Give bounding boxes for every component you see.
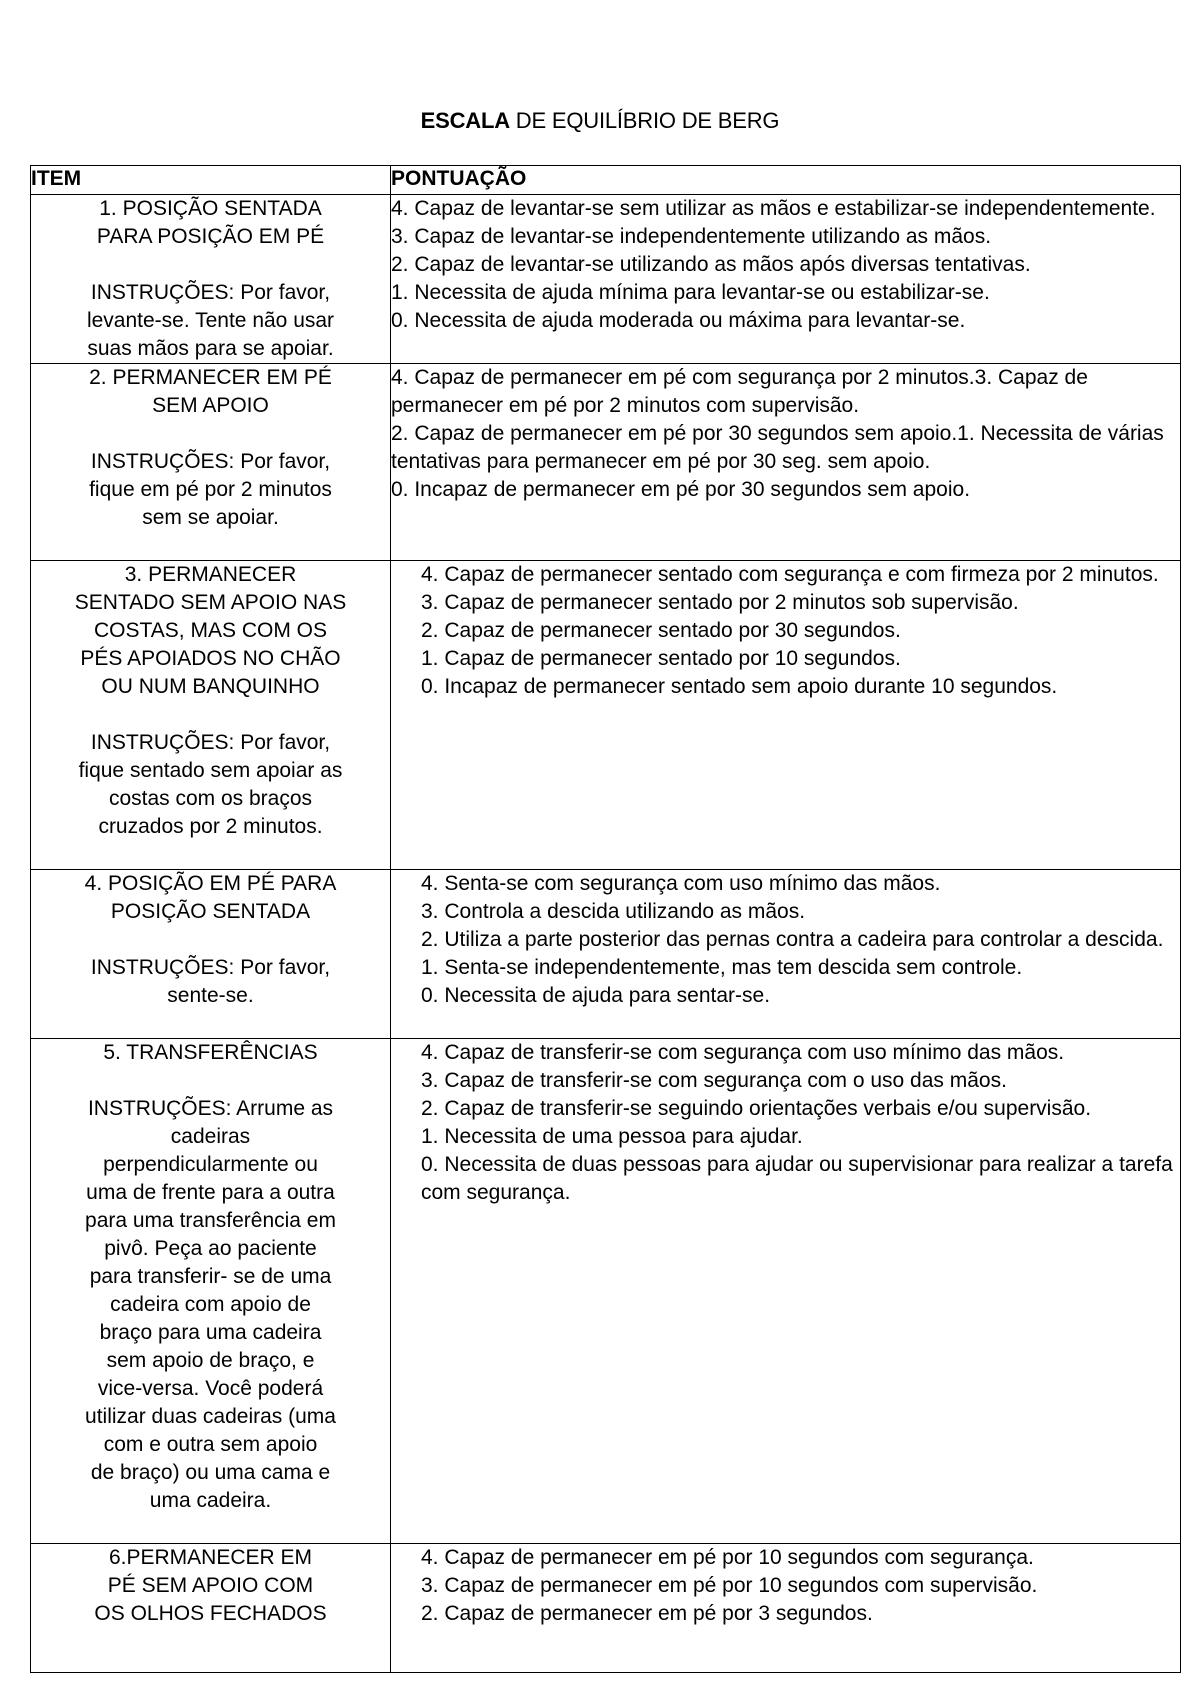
score-option: 3. Capaz de permanecer sentado por 2 minutos sob supervisão. <box>421 591 1019 614</box>
table-row <box>31 195 1181 364</box>
item-title: 5. TRANSFERÊNCIAS <box>103 1041 318 1064</box>
score-cell <box>391 364 1181 561</box>
score-option: 3. Controla a descida utilizando as mãos. <box>421 900 806 923</box>
table-row <box>31 1544 1181 1673</box>
score-option: 4. Capaz de permanecer em pé por 10 segundos com segurança. <box>421 1546 1034 1569</box>
score-option: 4. Capaz de transferir-se com segurança com uso mínimo das mãos. <box>421 1041 1065 1064</box>
item-instructions: INSTRUÇÕES: Por favor, sente-se. <box>90 956 331 1007</box>
score-option: 2. Capaz de levantar-se utilizando as mãos após diversas tentativas. <box>391 253 1031 276</box>
score-option: 0. Necessita de duas pessoas para ajudar ou supervisionar para realizar a tarefa com segurança. <box>421 1153 1173 1204</box>
score-cell <box>391 1039 1181 1544</box>
score-option: 0. Incapaz de permanecer sentado sem apoio durante 10 segundos. <box>421 675 1058 698</box>
item-cell <box>31 364 391 561</box>
item-cell <box>31 870 391 1039</box>
score-option: 2. Capaz de permanecer sentado por 30 segundos. <box>421 619 901 642</box>
title-bold: ESCALA <box>420 108 510 133</box>
item-cell <box>31 1039 391 1544</box>
score-option: 0. Incapaz de permanecer em pé por 30 segundos sem apoio. <box>391 478 971 501</box>
score-option: 3. Capaz de levantar-se independentemente utilizando as mãos. <box>391 225 992 248</box>
score-option: 4. Capaz de permanecer em pé com segurança por 2 minutos.3. Capaz de permanecer em pé por 2 minutos com supervisão. <box>391 366 1088 417</box>
item-instructions: INSTRUÇÕES: Arrume as cadeiras perpendicularmente ou uma de frente para a outra para uma transferência em pivô. Peça ao paciente para transferir- se de uma cadeira com apoio de braço para uma cadeira sem apoio de braço, e vice-versa. Você poderá utilizar duas cadeiras (uma com e outra sem apoio de braço) ou uma cama e uma cadeira. <box>85 1097 336 1512</box>
item-cell <box>31 1544 391 1673</box>
item-title: 3. PERMANECER SENTADO SEM APOIO NAS COSTAS, MAS COM OS PÉS APOIADOS NO CHÃO OU NUM BANQUINHO <box>74 563 347 698</box>
item-instructions: INSTRUÇÕES: Por favor, levante-se. Tente não usar suas mãos para se apoiar. <box>86 281 335 360</box>
score-cell <box>391 870 1181 1039</box>
score-option: 4. Capaz de permanecer sentado com segurança e com firmeza por 2 minutos. <box>421 563 1159 586</box>
score-option: 2. Capaz de permanecer em pé por 3 segundos. <box>421 1602 873 1625</box>
item-instructions: INSTRUÇÕES: Por favor, fique em pé por 2 minutos sem se apoiar. <box>89 450 332 529</box>
table-row <box>31 870 1181 1039</box>
score-cell <box>391 1544 1181 1673</box>
table-row <box>31 561 1181 870</box>
item-title: 6.PERMANECER EM PÉ SEM APOIO COM OS OLHOS FECHADOS <box>94 1546 327 1625</box>
score-option: 1. Necessita de ajuda mínima para levantar-se ou estabilizar-se. <box>391 281 990 304</box>
score-option: 0. Necessita de ajuda moderada ou máxima para levantar-se. <box>391 309 966 332</box>
score-option: 2. Utiliza a parte posterior das pernas contra a cadeira para controlar a descida. <box>421 928 1164 951</box>
score-cell <box>391 195 1181 364</box>
score-option: 4. Senta-se com segurança com uso mínimo das mãos. <box>421 872 941 895</box>
score-option: 1. Necessita de uma pessoa para ajudar. <box>421 1125 803 1148</box>
score-option: 3. Capaz de permanecer em pé por 10 segundos com supervisão. <box>421 1574 1038 1597</box>
berg-scale-table <box>30 165 1181 1673</box>
document-title <box>0 108 1200 134</box>
score-option: 1. Capaz de permanecer sentado por 10 segundos. <box>421 647 901 670</box>
score-option: 0. Necessita de ajuda para sentar-se. <box>421 984 771 1007</box>
score-option: 4. Capaz de levantar-se sem utilizar as mãos e estabilizar-se independentemente. <box>391 197 1156 220</box>
score-cell <box>391 561 1181 870</box>
score-option: 1. Senta-se independentemente, mas tem descida sem controle. <box>421 956 1023 979</box>
score-option: 3. Capaz de transferir-se com segurança com o uso das mãos. <box>421 1069 1007 1092</box>
table-row <box>31 1039 1181 1544</box>
table-header-row <box>31 166 1181 195</box>
item-instructions: INSTRUÇÕES: Por favor, fique sentado sem apoiar as costas com os braços cruzados por 2 minutos. <box>78 731 343 838</box>
title-rest: DE EQUILÍBRIO DE BERG <box>509 108 780 133</box>
score-option: 2. Capaz de permanecer em pé por 30 segundos sem apoio.1. Necessita de várias tentativas para permanecer em pé por 30 seg. sem apoio. <box>391 422 1164 473</box>
item-cell <box>31 561 391 870</box>
table-row <box>31 364 1181 561</box>
score-option: 2. Capaz de transferir-se seguindo orientações verbais e/ou supervisão. <box>421 1097 1092 1120</box>
header-score: PONTUAÇÃO <box>391 166 1181 195</box>
header-item: ITEM <box>31 166 391 195</box>
item-title: 1. POSIÇÃO SENTADA PARA POSIÇÃO EM PÉ <box>96 197 325 248</box>
item-title: 4. POSIÇÃO EM PÉ PARA POSIÇÃO SENTADA <box>84 872 337 923</box>
item-title: 2. PERMANECER EM PÉ SEM APOIO <box>89 366 332 417</box>
item-cell <box>31 195 391 364</box>
